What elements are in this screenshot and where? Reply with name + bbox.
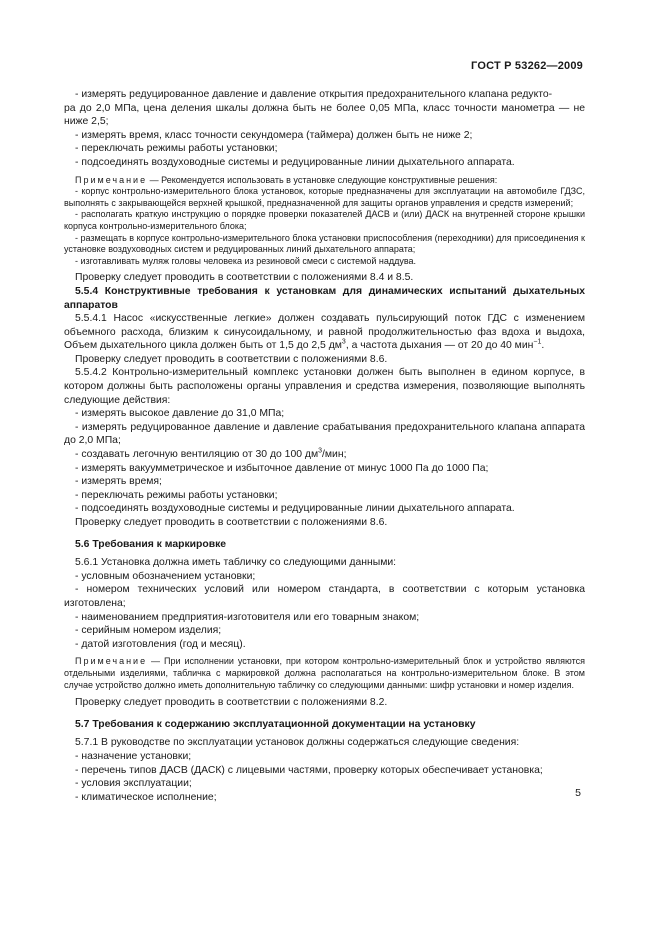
paragraph-text: 5.5.4.1 Насос «искусственные легкие» должен создавать пульсирующий поток ГДС с изменением объемного расхода, близким к синусоидальному, и равной продолжительностью фаз вдоха и выдоха, Объем дыхательного цикла должен быть от 1,5 до 2,5 дм	[64, 313, 585, 352]
note-block	[64, 175, 585, 268]
bottom-margin	[0, 870, 661, 935]
superscript: −1	[533, 338, 542, 346]
page-number: 5	[575, 787, 581, 799]
paragraph: 5.6.1 Установка должна иметь табличку со следующими данными:	[75, 557, 397, 569]
list-item-text: /мин;	[322, 449, 347, 461]
note-text: — Рекомендуется использовать в установке следующие конструктивные решения:	[147, 174, 498, 185]
note-text: — При исполнении установки, при котором контрольно-измерительный блок и устройство являются отдельными изделиями, табличка с маркировкой должна располагаться на контрольно-измерительном блоке. В этом случае устройство должно иметь дополнительную табличку со следующими данными: шифр установки и номер изделия.	[64, 656, 585, 690]
list-item: - подсоединять воздуховодные системы и редуцированные линии дыхательного аппарата.	[75, 503, 515, 515]
list-item: - условия эксплуатации;	[75, 778, 192, 790]
superscript: 3	[341, 338, 346, 346]
list-item: - измерять высокое давление до 31,0 МПа;	[75, 408, 285, 420]
paragraph: 5.5.4.2 Контрольно-измерительный комплекс установки должен быть выполнен в едином корпусе, в котором должны быть расположены органы управления и средства измерения, позволяющие выполнять следующие действия:	[64, 367, 585, 406]
paragraph: 5.7.1 В руководстве по эксплуатации установок должны содержаться следующие сведения:	[75, 737, 520, 749]
list-item: - подсоединять воздуховодные системы и редуцированные линии дыхательного аппарата.	[75, 156, 515, 168]
list-item: - переключать режимы работы установки;	[75, 489, 278, 501]
note-block	[64, 656, 585, 691]
note-item: - изготавливать муляж головы человека из резиновой смеси с системой наддува.	[75, 255, 417, 266]
superscript: 3	[318, 447, 323, 455]
paragraph-text: .	[541, 340, 545, 352]
note-item: - располагать краткую инструкцию о порядке проверки показателей ДАСВ и (или) ДАСК на внутренней стороне крышки корпуса контрольно-измерительного блока;	[64, 209, 585, 231]
check-reference: Проверку следует проводить в соответствии с положениями 8.6.	[75, 353, 388, 365]
list-item: - переключать режимы работы установки;	[75, 143, 278, 155]
note-item: - размещать в корпусе контрольно-измерительного блока установки приспособления (переходники) для присоединения к установке воздуховодных систем и редуцированных линий дыхательного аппарата;	[64, 232, 585, 255]
section-heading: 5.7 Требования к содержанию эксплуатационной документации на установку	[75, 718, 476, 730]
list-item: - наименованием предприятия-изготовителя или его товарным знаком;	[75, 611, 420, 623]
check-reference: Проверку следует проводить в соответствии с положениями 8.2.	[75, 697, 388, 709]
section-heading: 5.6 Требования к маркировке	[75, 538, 227, 550]
list-item-text: - создавать легочную вентиляцию от 30 до 100 дм	[75, 449, 319, 461]
note-body	[64, 656, 585, 691]
section-heading: 5.5.4 Конструктивные требования к установкам для динамических испытаний дыхательных аппаратов	[64, 285, 585, 311]
note-intro	[64, 175, 585, 187]
list-item: - перечень типов ДАСВ (ДАСК) с лицевыми частями, проверку которых обеспечивает установка;	[75, 764, 543, 776]
document-code: ГОСТ Р 53262—2009	[471, 60, 583, 72]
list-item: - серийным номером изделия;	[75, 625, 222, 637]
paragraph	[64, 312, 585, 353]
list-item: - датой изготовления (год и месяц).	[75, 638, 246, 650]
check-reference: Проверку следует проводить в соответствии с положениями 8.4 и 8.5.	[75, 272, 414, 284]
text-line: - измерять редуцированное давление и давление открытия предохранительного клапана редукто-	[75, 89, 553, 100]
list-item: - измерять время, класс точности секундомера (таймера) должен быть не ниже 2;	[75, 129, 473, 141]
list-item: - климатическое исполнение;	[75, 791, 217, 803]
list-item: - номером технических условий или номером стандарта, в соответствии с которым установка изготовлена;	[64, 584, 585, 609]
list-item: - измерять вакуумметрическое и избыточное давление от минус 1000 Па до 1000 Па;	[75, 462, 489, 474]
note-item: - корпус контрольно-измерительного блока установок, которые предназначены для эксплуатации на автомобиле ГДЗС, выполнять с закрывающейся верхней крышкой, предназначенной для защиты органов управления и средств измерений;	[64, 186, 585, 208]
list-item	[64, 448, 585, 462]
list-item: - измерять редуцированное давление и давление срабатывания предохранительного клапана аппарата до 2,0 МПа;	[64, 421, 585, 447]
text-line: ра до 2,0 МПа, цена деления шкалы должна быть не более 0,05 МПа, класс точности манометра — не ниже 2,5;	[64, 102, 585, 128]
list-item: - измерять время;	[75, 476, 162, 488]
check-reference: Проверку следует проводить в соответствии с положениями 8.6.	[75, 517, 388, 528]
list-item: - назначение установки;	[75, 750, 192, 762]
note-label: Примечание	[75, 656, 148, 667]
note-label: Примечание	[75, 174, 148, 185]
paragraph-text: , а частота дыхания — от 20 до 40 мин	[345, 340, 534, 352]
page-body	[64, 88, 585, 804]
list-item: - условным обозначением установки;	[75, 570, 256, 582]
